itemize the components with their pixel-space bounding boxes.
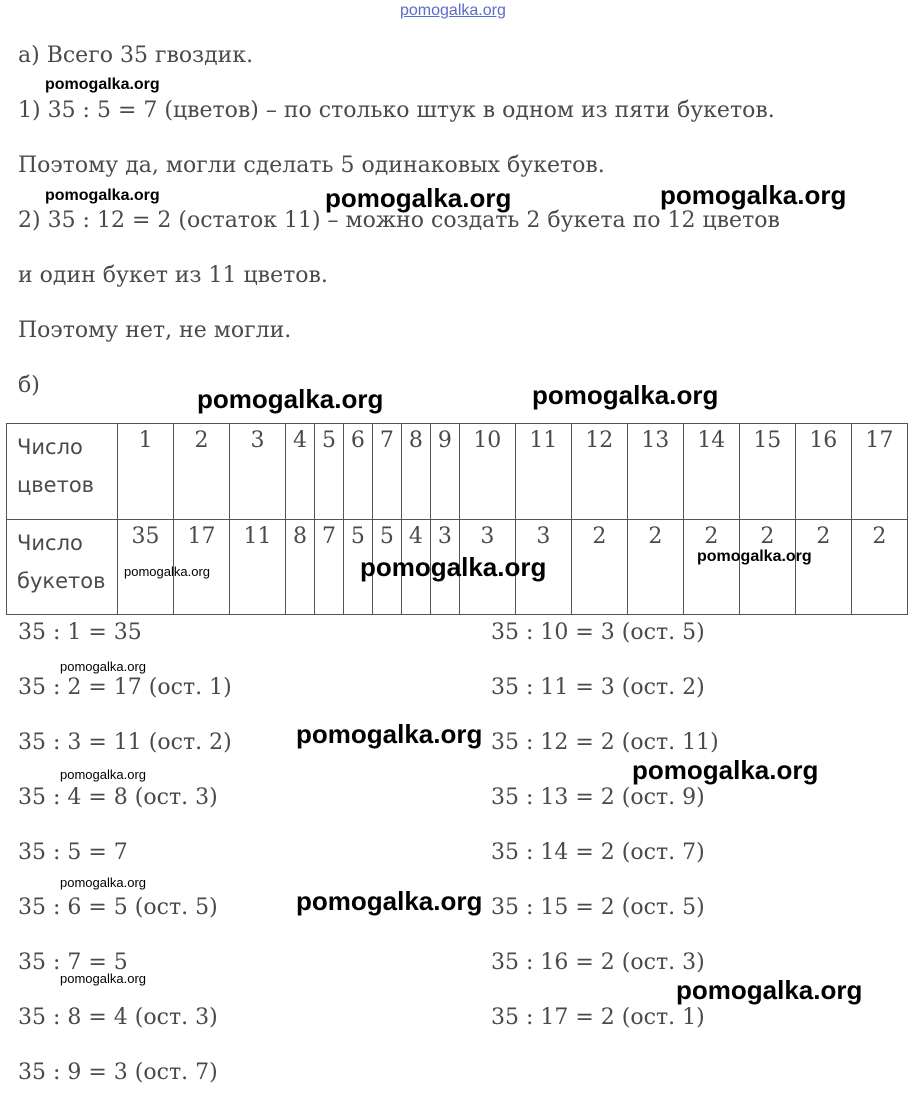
bouquet-table <box>6 423 908 615</box>
part-a-line-3: 2) 35 : 12 = 2 (остаток 11) – можно создать 2 букета по 12 цветов <box>18 208 780 233</box>
bouquets-cell: 2 <box>739 519 795 615</box>
bouquets-cell: 2 <box>571 519 627 615</box>
division-left-1: 35 : 1 = 35 <box>18 620 142 645</box>
flowers-cell: 14 <box>683 424 739 520</box>
division-right-8: 35 : 17 = 2 (ост. 1) <box>491 1005 705 1030</box>
division-right-5: 35 : 14 = 2 (ост. 7) <box>491 840 705 865</box>
bouquets-cell: 2 <box>627 519 683 615</box>
watermark: pomogalka.org <box>697 548 812 565</box>
flowers-cell: 12 <box>571 424 627 520</box>
division-right-1: 35 : 10 = 3 (ост. 5) <box>491 620 705 645</box>
watermark: pomogalka.org <box>60 971 146 986</box>
flowers-cell: 13 <box>627 424 683 520</box>
table-row-flowers <box>7 424 908 520</box>
watermark: pomogalka.org <box>124 564 210 579</box>
flowers-cell: 6 <box>343 424 372 520</box>
watermark: pomogalka.org <box>632 755 819 785</box>
header-bouquets <box>7 519 118 615</box>
flowers-cell: 15 <box>739 424 795 520</box>
bouquets-cell: 7 <box>314 519 343 615</box>
watermark: pomogalka.org <box>45 76 160 93</box>
watermark: pomogalka.org <box>676 975 863 1005</box>
bouquets-cell: 2 <box>851 519 907 615</box>
bouquets-cell: 2 <box>795 519 851 615</box>
flowers-cell: 7 <box>372 424 401 520</box>
bouquets-cell: 5 <box>343 519 372 615</box>
watermark: pomogalka.org <box>60 875 146 890</box>
bouquets-cell: 4 <box>401 519 430 615</box>
division-left-8: 35 : 8 = 4 (ост. 3) <box>18 1005 218 1030</box>
watermark: pomogalka.org <box>45 187 160 204</box>
division-right-7: 35 : 16 = 2 (ост. 3) <box>491 950 705 975</box>
flowers-cell: 11 <box>515 424 571 520</box>
bouquets-cell: 3 <box>459 519 515 615</box>
part-a-line-2: Поэтому да, могли сделать 5 одинаковых букетов. <box>18 153 605 178</box>
bouquets-cell: 5 <box>372 519 401 615</box>
division-left-3: 35 : 3 = 11 (ост. 2) <box>18 730 232 755</box>
flowers-cell: 8 <box>401 424 430 520</box>
flowers-cell: 4 <box>286 424 315 520</box>
part-b-label: б) <box>18 373 40 398</box>
part-a-line-4: и один букет из 11 цветов. <box>18 263 328 288</box>
flowers-cell: 17 <box>851 424 907 520</box>
watermark: pomogalka.org <box>197 384 384 414</box>
bouquets-cell: 11 <box>230 519 286 615</box>
bouquets-cell: 17 <box>174 519 230 615</box>
division-right-4: 35 : 13 = 2 (ост. 9) <box>491 785 705 810</box>
bouquets-cell: 2 <box>683 519 739 615</box>
header-flowers-line1: Число <box>17 435 83 459</box>
division-right-2: 35 : 11 = 3 (ост. 2) <box>491 675 705 700</box>
flowers-cell: 10 <box>459 424 515 520</box>
division-left-9: 35 : 9 = 3 (ост. 7) <box>18 1060 218 1085</box>
division-left-2: 35 : 2 = 17 (ост. 1) <box>18 675 232 700</box>
watermark: pomogalka.org <box>325 183 512 213</box>
header-bouquets-line1: Число <box>17 530 83 555</box>
bouquets-cell: 8 <box>286 519 315 615</box>
watermark: pomogalka.org <box>296 886 483 916</box>
watermark: pomogalka.org <box>60 767 146 782</box>
division-left-6: 35 : 6 = 5 (ост. 5) <box>18 895 218 920</box>
division-right-3: 35 : 12 = 2 (ост. 11) <box>491 730 719 755</box>
header-flowers-line2: цветов <box>17 473 95 497</box>
division-left-7: 35 : 7 = 5 <box>18 950 128 975</box>
flowers-cell: 2 <box>174 424 230 520</box>
part-a-line-5: Поэтому нет, не могли. <box>18 318 292 343</box>
bouquets-cell: 35 <box>118 519 174 615</box>
bouquets-cell: 3 <box>515 519 571 615</box>
watermark: pomogalka.org <box>532 380 719 410</box>
flowers-cell: 9 <box>430 424 459 520</box>
division-left-4: 35 : 4 = 8 (ост. 3) <box>18 785 218 810</box>
flowers-cell: 3 <box>230 424 286 520</box>
watermark: pomogalka.org <box>60 659 146 674</box>
division-right-6: 35 : 15 = 2 (ост. 5) <box>491 895 705 920</box>
flowers-cell: 16 <box>795 424 851 520</box>
bouquets-cell: 3 <box>430 519 459 615</box>
watermark-top: pomogalka.org <box>400 2 506 19</box>
flowers-cell: 1 <box>118 424 174 520</box>
flowers-cell: 5 <box>314 424 343 520</box>
part-a-label: а) Всего 35 гвоздик. <box>18 43 254 68</box>
watermark: pomogalka.org <box>660 180 847 210</box>
division-left-5: 35 : 5 = 7 <box>18 840 128 865</box>
header-flowers <box>7 424 118 520</box>
part-a-line-1: 1) 35 : 5 = 7 (цветов) – по столько штук в одном из пяти букетов. <box>18 98 775 123</box>
watermark: pomogalka.org <box>296 719 483 749</box>
watermark: pomogalka.org <box>360 552 547 582</box>
header-bouquets-line2: букетов <box>17 568 106 593</box>
